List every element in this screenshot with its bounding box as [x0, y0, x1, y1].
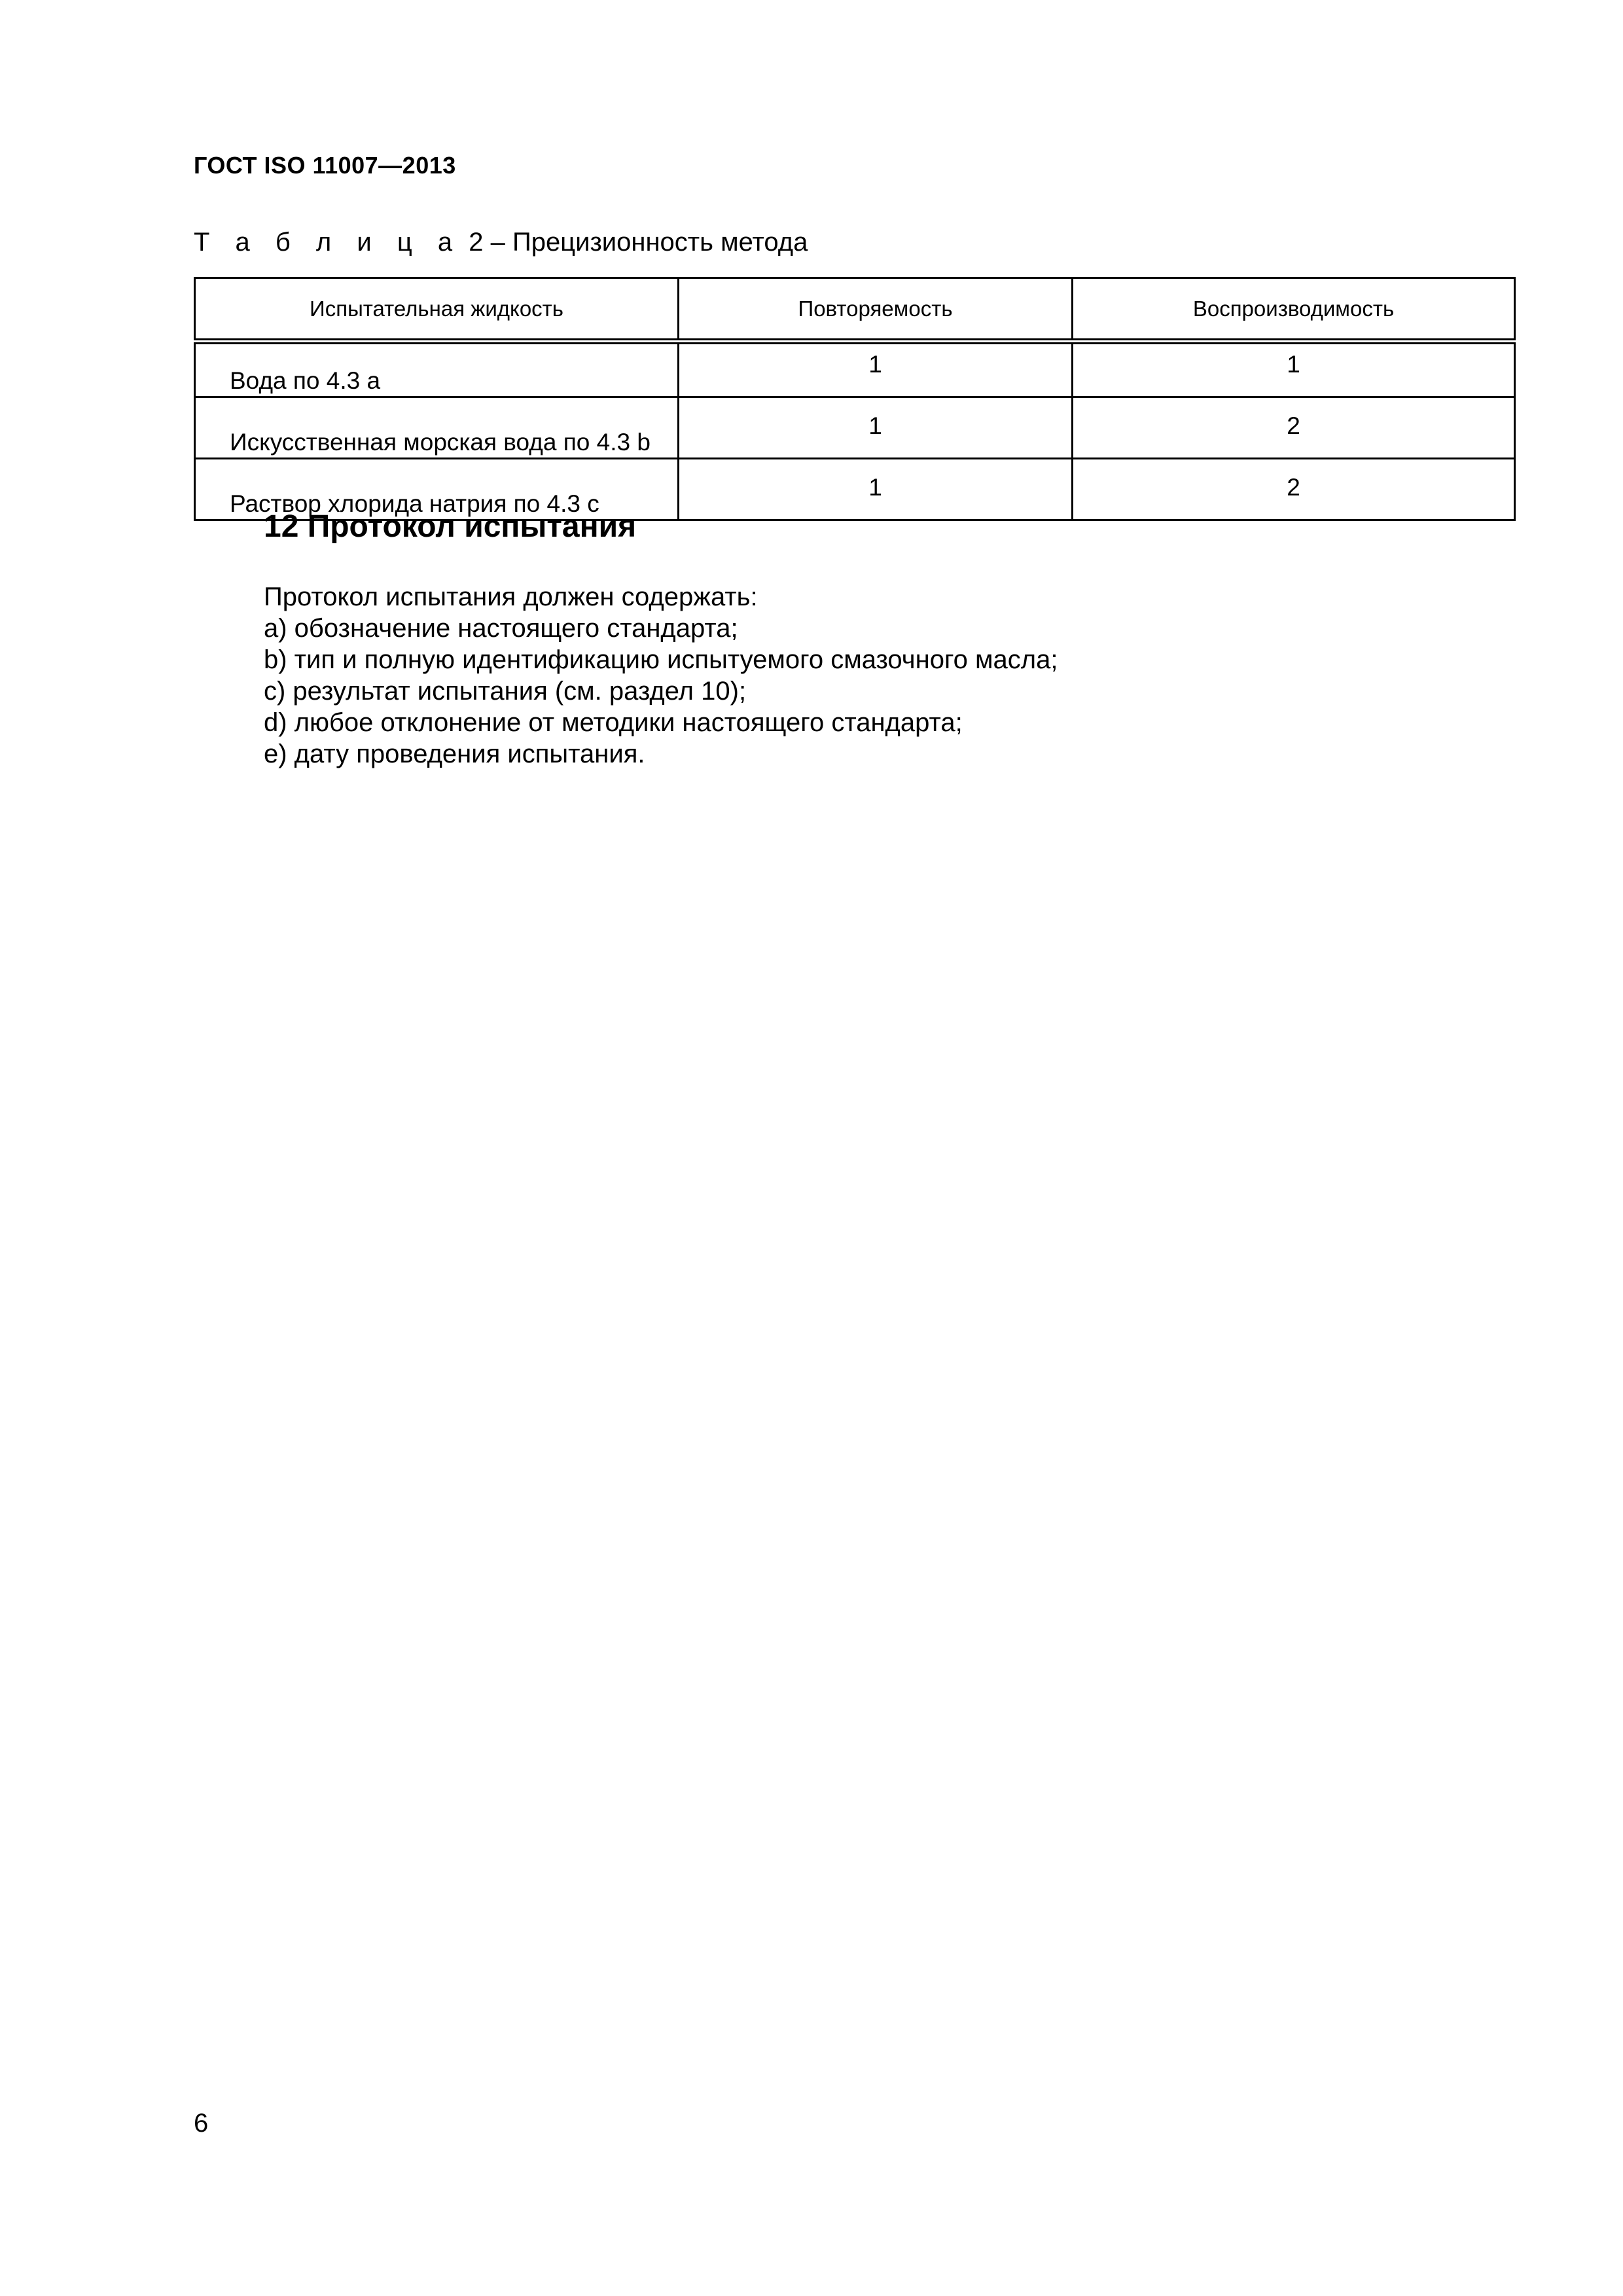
section-title: 12 Протокол испытания — [264, 509, 637, 544]
cell-repeatability: 1 — [679, 459, 1073, 520]
cell-test-fluid: Раствор хлорида натрия по 4.3 с — [195, 459, 679, 520]
list-item: e) дату проведения испытания. — [264, 740, 645, 768]
cell-reproducibility: 2 — [1073, 397, 1515, 459]
list-item: c) результат испытания (см. раздел 10); — [264, 677, 747, 706]
table-header-row — [195, 278, 1515, 342]
table-caption-label: Т а б л и ц а — [194, 228, 462, 257]
precision-table — [194, 277, 1516, 521]
cell-test-fluid: Искусственная морская вода по 4.3 b — [195, 397, 679, 459]
cell-reproducibility: 1 — [1073, 342, 1515, 397]
column-header-test-fluid: Испытательная жидкость — [195, 278, 679, 342]
page-number: 6 — [194, 2109, 209, 2138]
table-row — [195, 397, 1515, 459]
cell-test-fluid: Вода по 4.3 а — [195, 342, 679, 397]
table-row — [195, 342, 1515, 397]
cell-reproducibility: 2 — [1073, 459, 1515, 520]
cell-repeatability: 1 — [679, 342, 1073, 397]
document-code-header: ГОСТ ISO 11007—2013 — [194, 152, 456, 179]
list-item: d) любое отклонение от методики настоящего стандарта; — [264, 708, 963, 737]
table-caption — [194, 228, 808, 257]
column-header-reproducibility: Воспроизводимость — [1073, 278, 1515, 342]
table-caption-title: 2 – Прецизионность метода — [461, 228, 808, 257]
section-intro: Протокол испытания должен содержать: — [264, 583, 758, 611]
section-body — [264, 581, 1058, 770]
cell-repeatability: 1 — [679, 397, 1073, 459]
list-item: a) обозначение настоящего стандарта; — [264, 614, 738, 643]
column-header-repeatability: Повторяемость — [679, 278, 1073, 342]
list-item: b) тип и полную идентификацию испытуемого смазочного масла; — [264, 645, 1058, 674]
